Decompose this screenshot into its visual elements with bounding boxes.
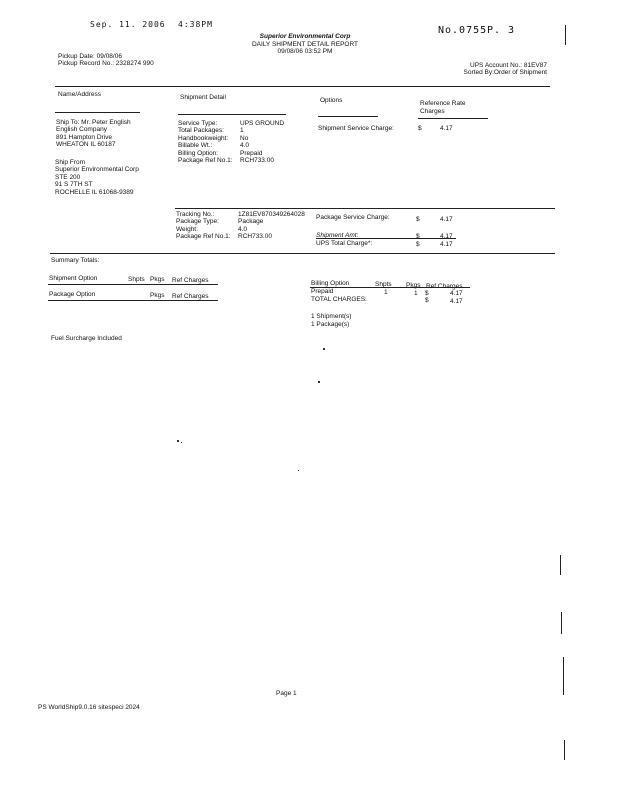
summary-package-pkgs: Pkgs (150, 292, 165, 299)
summary-top-rule (50, 253, 555, 254)
tracking-top-rule (175, 208, 555, 209)
edge-mark (560, 555, 561, 575)
detail-value: 4.0 (240, 142, 250, 150)
billing-shpts-header: Shpts (375, 281, 392, 288)
pickup-record: Pickup Record No.: 2328274 990 (58, 60, 154, 67)
edge-mark (563, 657, 564, 695)
ups-total-currency: $ (416, 241, 420, 248)
tracking-value: RCH733.00 (238, 233, 272, 241)
edge-mark (561, 612, 562, 634)
billing-header-rule (310, 287, 470, 288)
col-shipment-detail: Shipment Detail (180, 94, 226, 101)
shipment-service-label: Shipment Service Charge: (318, 125, 394, 132)
ship-from-line: Superior Environmental Corp (55, 166, 139, 174)
detail-value: RCH733.00 (240, 157, 274, 165)
footer-version: PS WorldShip9.0.16 sitespeci 2024 (38, 704, 140, 711)
billing-pkgs-header: Pkgs (406, 282, 421, 289)
ship-to-block (56, 119, 131, 149)
fax-number: No.0755 (438, 25, 488, 36)
billing-total-label: TOTAL CHARGES: (311, 296, 367, 303)
ups-total-amount: 4.17 (440, 241, 453, 248)
ship-from-line: ROCHELLE IL 61068-9389 (55, 188, 134, 196)
col-name-address: Name/Address (58, 91, 101, 98)
ups-account: UPS Account No.: 81EV87 (470, 62, 547, 69)
summary-ref-charges: Ref Charges (172, 277, 209, 284)
header-rule-1 (55, 112, 140, 113)
shipment-amt-currency: $ (416, 233, 420, 240)
page-label: Page 1 (276, 690, 297, 697)
package-service-currency: $ (416, 216, 420, 223)
package-service-amount: 4.17 (440, 216, 453, 223)
ship-from-line: STE 200 (55, 173, 81, 181)
detail-label: Total Packages: (178, 127, 224, 135)
scan-speck (323, 348, 325, 350)
summary-package-option: Package Option (49, 291, 96, 298)
detail-value: UPS GROUND (240, 120, 285, 127)
summary-title: Summary Totals: (51, 257, 100, 264)
fuel-surcharge-note: Fuel Surcharge Included (51, 335, 122, 342)
billing-prepaid-label: Prepaid (311, 288, 334, 295)
summary-rule-left (48, 284, 218, 285)
tracking-value: Package (238, 218, 264, 226)
detail-value: Prepaid (240, 149, 263, 157)
report-datetime: 09/08/06 03:52 PM (277, 48, 333, 55)
billing-total-currency: $ (425, 297, 429, 304)
billing-option-header: Billing Option (311, 280, 350, 287)
header-rule-2 (178, 114, 286, 115)
total-rule (316, 238, 456, 239)
tracking-label: Tracking No.: (176, 211, 215, 218)
billing-prepaid-shpts: 1 (384, 289, 388, 296)
detail-value: 1 (240, 127, 244, 135)
fax-time: 4:38PM (178, 20, 213, 29)
ship-to-line: WHEATON IL 60187 (56, 141, 116, 149)
shipment-service-amount: 4.17 (440, 125, 453, 132)
edge-mark (564, 740, 565, 760)
summary-shipment-option: Shipment Option (49, 275, 98, 282)
shipment-amt-label: Shipment Amt: (316, 232, 359, 239)
fax-date: Sep. 11. 2006 (90, 20, 166, 29)
detail-label: Package Ref No.1: (178, 157, 233, 165)
scan-speck (318, 381, 320, 383)
summary-rule-left-2 (48, 300, 218, 301)
detail-values (240, 120, 284, 165)
scan-speck (181, 442, 182, 443)
header-rule-4 (418, 118, 488, 119)
tracking-label: Package Ref No.1: (176, 233, 231, 241)
scan-speck (298, 470, 299, 471)
company-name: Superior Environmental Corp (259, 33, 351, 40)
billing-prepaid-pkgs: 1 (414, 290, 418, 297)
tracking-label: Package Type: (176, 218, 219, 226)
tracking-values (238, 211, 305, 241)
billing-ref-header: Ref Charges (426, 283, 463, 290)
ship-from-line: Ship From (55, 159, 85, 166)
package-service-label: Package Service Charge: (316, 214, 390, 221)
col-charges: Charges (420, 108, 445, 115)
scan-speck (177, 440, 179, 442)
tracking-label: Weight: (176, 225, 198, 233)
summary-pkgs: Pkgs (150, 276, 165, 283)
tracking-labels (176, 211, 231, 241)
ship-from-block (55, 159, 139, 196)
sorted-by: Sorted By:Order of Shipment (463, 69, 547, 76)
shipment-service-currency: $ (418, 125, 422, 132)
billing-prepaid-currency: $ (425, 290, 429, 297)
detail-label: Service Type: (178, 120, 218, 127)
shipment-amt-amount: 4.17 (440, 233, 453, 240)
detail-label: Handbookweight: (178, 134, 229, 142)
col-reference-rate: Reference Rate (420, 100, 466, 107)
fax-page: P. 3 (487, 25, 516, 36)
tracking-value: 1Z81EV870349264028 (238, 211, 305, 218)
ship-from-line: 91 S 7TH ST (55, 181, 93, 189)
detail-label: Billable Wt.: (178, 142, 213, 150)
ups-total-label: UPS Total Charge*: (316, 240, 373, 247)
edge-mark (565, 25, 566, 45)
header-rule-3 (318, 116, 378, 117)
summary-shpts: Shpts (128, 276, 145, 283)
shipment-count: 1 Shipment(s) (311, 313, 352, 320)
summary-package-ref: Ref Charges (172, 293, 209, 300)
billing-prepaid-amount: 4.17 (450, 290, 463, 297)
header-top-rule (55, 86, 550, 87)
pickup-date: Pickup Date: 09/08/06 (58, 53, 122, 60)
detail-label: Billing Option: (178, 149, 219, 157)
col-options: Options (320, 97, 343, 104)
report-title: DAILY SHIPMENT DETAIL REPORT (251, 41, 359, 48)
ship-to-line: English Company (56, 126, 107, 134)
billing-total-amount: 4.17 (450, 298, 463, 305)
tracking-value: 4.0 (238, 225, 248, 233)
detail-value: No (240, 134, 249, 142)
package-count: 1 Package(s) (311, 321, 350, 328)
ship-to-line: 891 Hampton Drive (56, 133, 112, 141)
ship-to-line: Ship To: Mr. Peter English (56, 119, 131, 126)
detail-labels (178, 120, 233, 165)
